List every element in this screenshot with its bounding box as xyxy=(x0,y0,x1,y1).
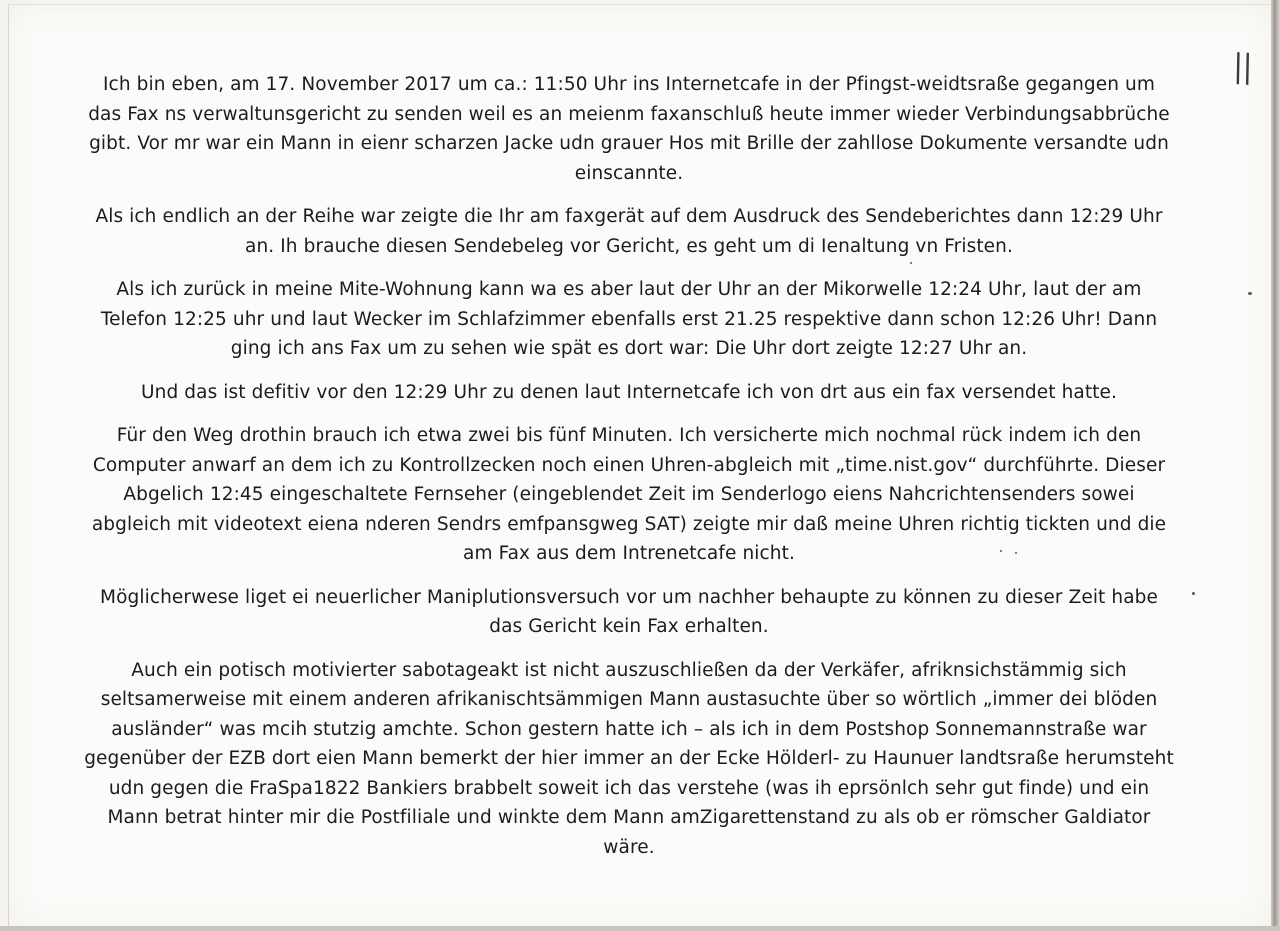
paragraph-1: Ich bin eben, am 17. November 2017 um ca.: 11:50 Uhr ins Internetcafe in der Pfingst-weidtsraße gegangen um das Fax ns verwaltunsgericht zu senden weil es an meienm faxanschluß heute immer wieder Verbindungsabbrüche gibt. Vor mr war ein Mann in eienr scharzen Jacke udn grauer Hos mit Brille der zahllose Dokumente versandte udn einscannte. xyxy=(88,74,1170,184)
paragraph-3: Als ich zurück in meine Mite-Wohnung kann wa es aber laut der Uhr an der Mikorwelle 12:24 Uhr, laut der am Telefon 12:25 uhr und laut Wecker im Schlafzimmer ebenfalls erst 21.25 respektive dann schon 12:26 Uhr! Dann ging ich ans Fax um zu sehen wie spät es dort war: Die Uhr dort zeigte 12:27 Uhr an. xyxy=(100,279,1158,359)
scan-speck xyxy=(1192,592,1195,595)
paragraph-4: Und das ist defitiv vor den 12:29 Uhr zu denen laut Internetcafe ich von drt aus ein fax versendet hatte. xyxy=(141,381,1117,403)
scan-speck xyxy=(910,262,912,264)
letter-body xyxy=(84,70,1174,876)
handwritten-page-mark: II xyxy=(1234,44,1254,97)
scan-edge-bottom xyxy=(0,926,1280,931)
scan-edge-right xyxy=(1271,0,1280,931)
paragraph-2: Als ich endlich an der Reihe war zeigte die Ihr am faxgerät auf dem Ausdruck des Sendeberichtes dann 12:29 Uhr an. Ih brauche diesen Sendebeleg vor Gericht, es geht um di Ienaltung vn Fristen. xyxy=(95,206,1163,257)
scan-speck xyxy=(1248,292,1252,295)
scan-speck xyxy=(1015,552,1017,554)
paragraph-7: Auch ein potisch motivierter sabotageakt ist nicht auszuschließen da der Verkäfer, afriknsichstämmig sich seltsamerweise mit einem anderen afrikanischtsämmigen Mann austasuchte über so wörtlich „immer dei blöden ausländer“ was mcih stutzig amchte. Schon gestern hatte ich – als ich in dem Postshop Sonnemannstraße war gegenüber der EZB dort eien Mann bemerkt der hier immer an der Ecke Hölderl- zu Haunuer landtsraße herumsteht udn gegen die FraSpa1822 Bankiers brabbelt soweit ich das verstehe (was ih eprsönlch sehr gut finde) und ein Mann betrat hinter mir die Postfiliale und winkte dem Mann amZigarettenstand zu als ob er römscher Galdiator wäre. xyxy=(84,659,1174,858)
paragraph-6: Möglicherwese liget ei neuerlicher Maniplutionsversuch vor um nachher behaupte zu können zu dieser Zeit habe das Gericht kein Fax erhalten. xyxy=(100,586,1158,637)
paragraph-5: Für den Weg drothin brauch ich etwa zwei bis fünf Minuten. Ich versicherte mich nochmal rück indem ich den Computer anwarf an dem ich zu Kontrollzecken noch einen Uhren-abgleich mit „time.nist.gov“ durchführte. Dieser Abgelich 12:45 eingeschaltete Fernseher (eingeblendet Zeit im Senderlogo eiens Nahcrichtensenders sowei abgleich mit videotext eiena nderen Sendrs emfpansgweg SAT) zeigte mir daß meine Uhren richtig tickten und die am Fax aus dem Intrenetcafe nicht. xyxy=(91,425,1167,564)
scan-speck xyxy=(1000,550,1002,552)
